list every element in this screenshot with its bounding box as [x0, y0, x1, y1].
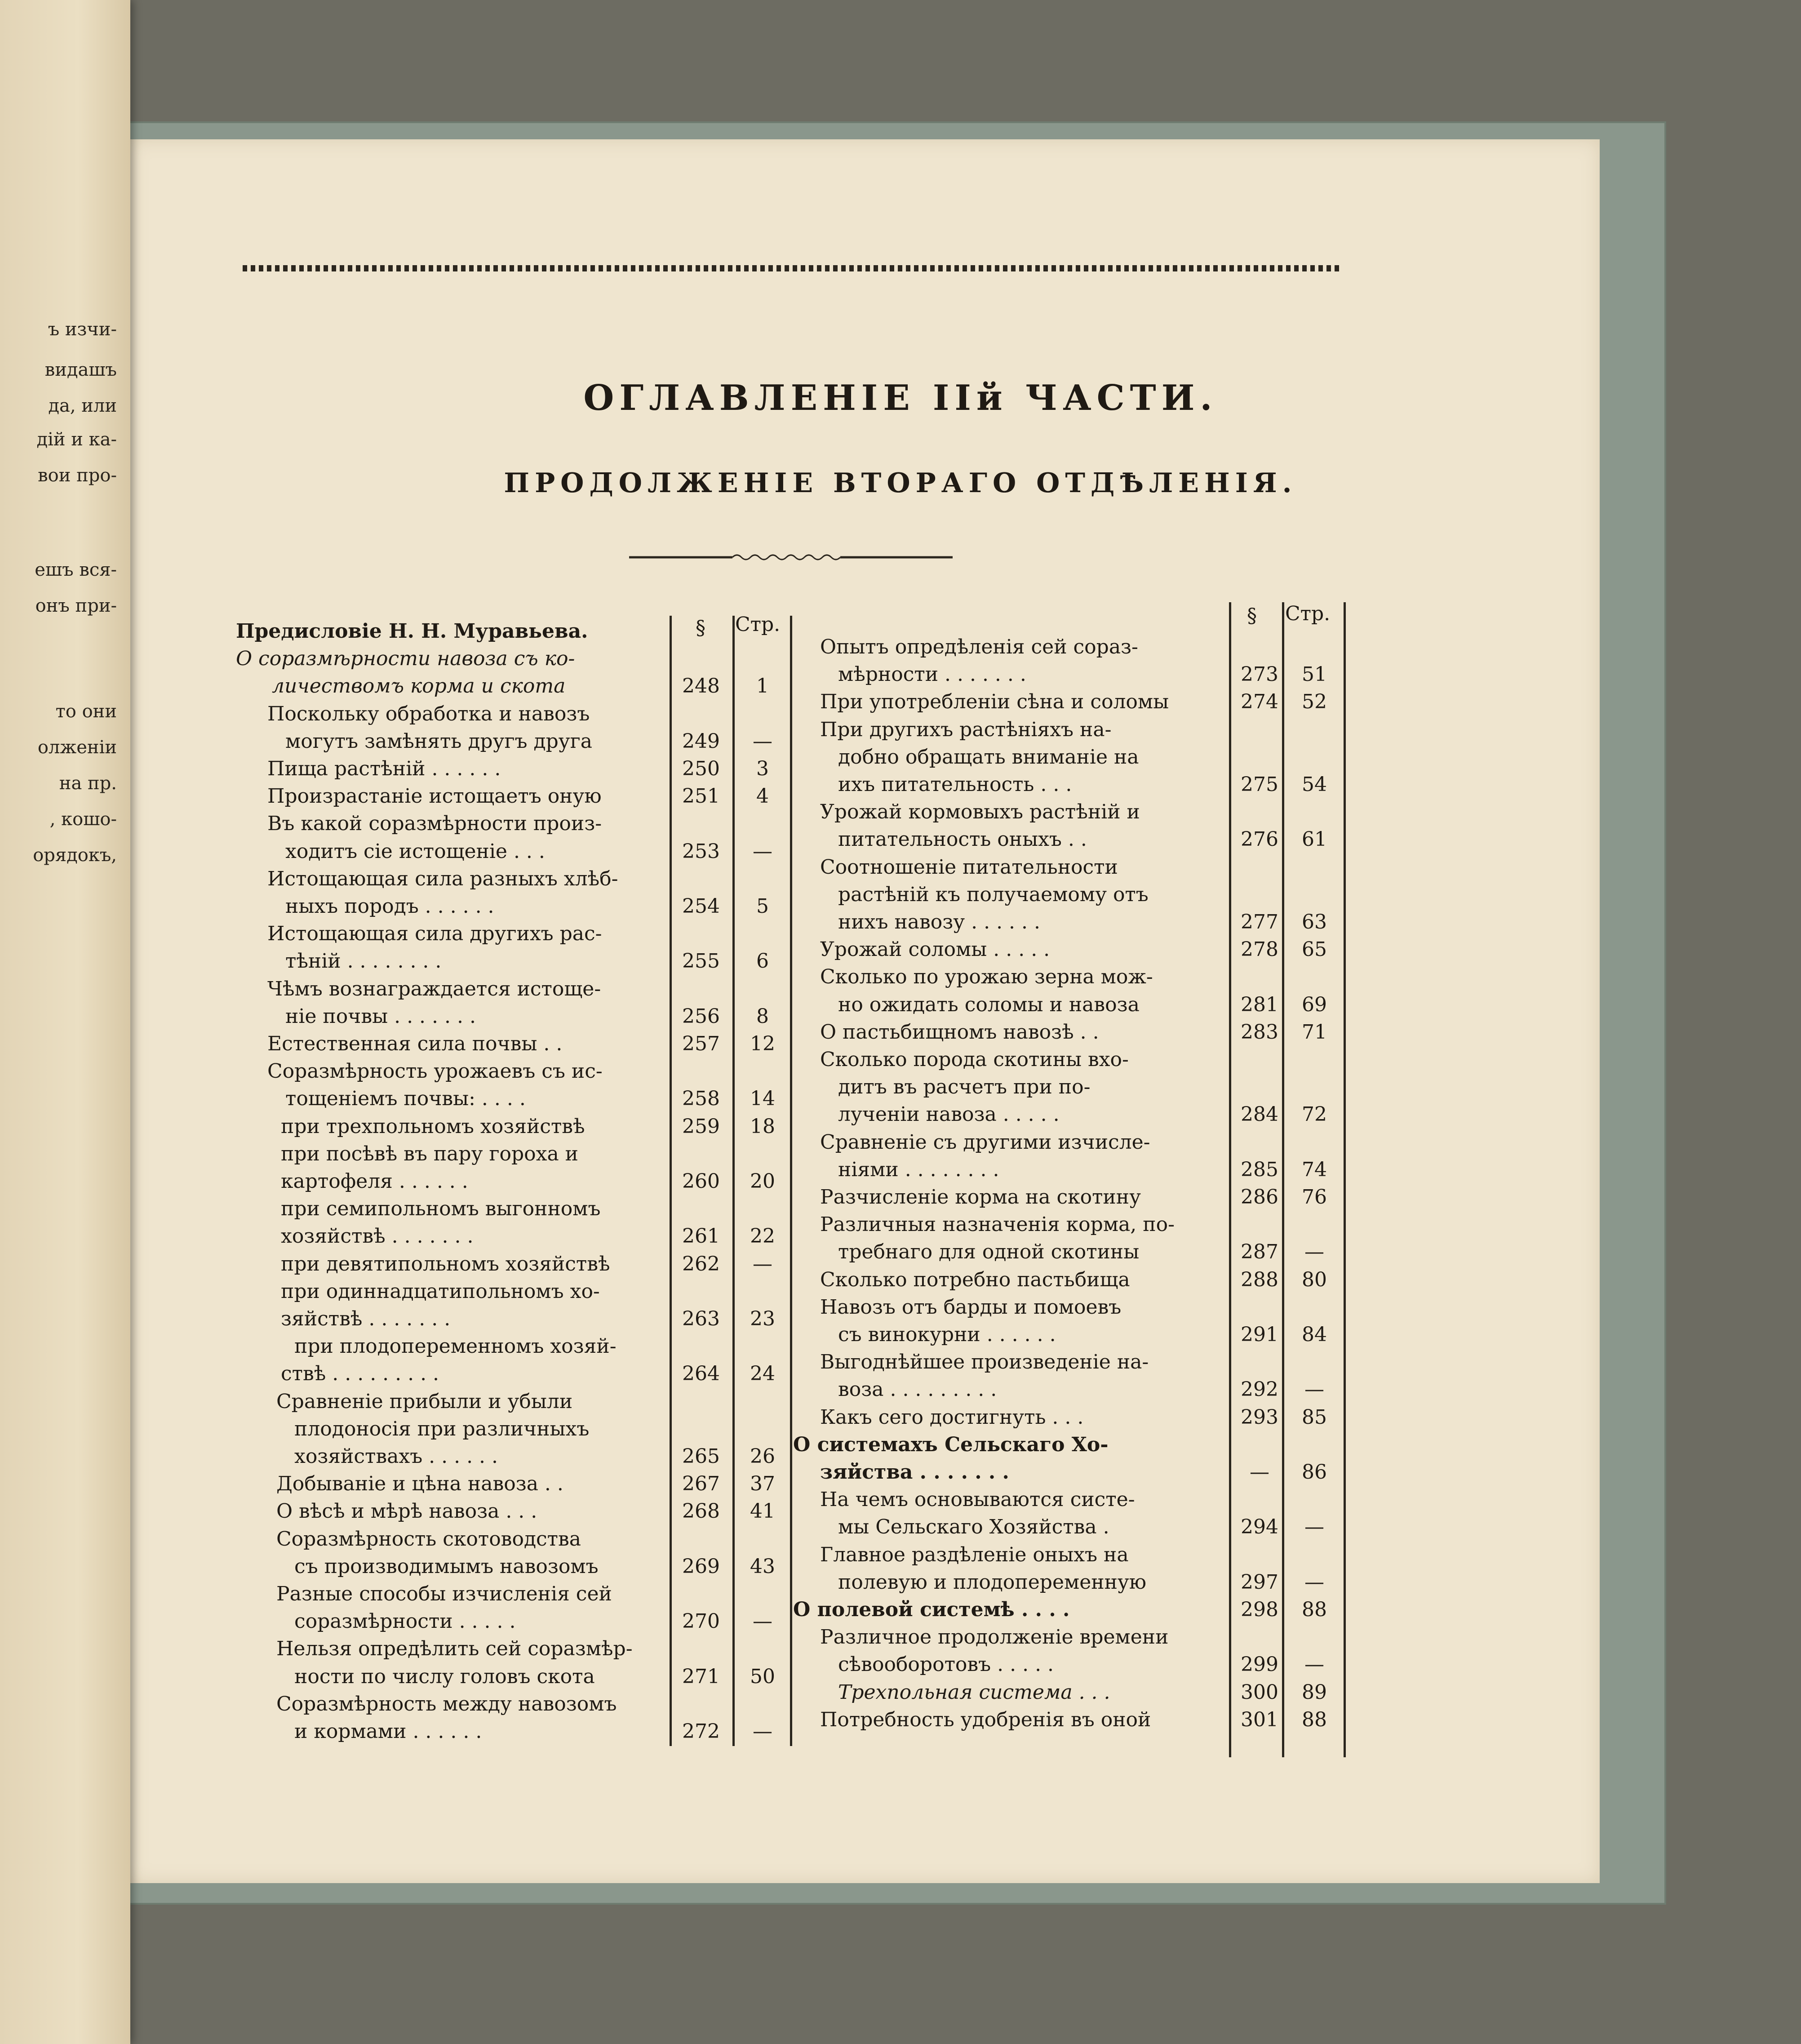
toc-entry-text: Естественная сила почвы . .: [267, 1032, 563, 1055]
toc-entry-text: требнаго для одной скотины: [838, 1240, 1140, 1264]
page-title: ОГЛАВЛЕНІЕ IIй ЧАСТИ.: [583, 378, 1218, 418]
toc-section-number: 297: [1241, 1570, 1278, 1594]
toc-page-number: 12: [750, 1032, 775, 1055]
toc-section-number: 256: [682, 1004, 720, 1028]
toc-entry-text: полевую и плодопеременную: [838, 1570, 1147, 1594]
left-page-line: ешъ вся-: [35, 560, 117, 580]
toc-page-number: —: [753, 1252, 772, 1275]
toc-page-number: —: [1304, 1378, 1324, 1401]
toc-section-number: 255: [682, 950, 720, 973]
toc-page-number: 14: [750, 1087, 775, 1111]
toc-page-number: 24: [750, 1362, 775, 1386]
toc-section-number: 278: [1241, 938, 1278, 961]
toc-section-number: 250: [682, 757, 720, 780]
toc-section-number: 298: [1241, 1598, 1278, 1621]
toc-entry-text: но ожидать соломы и навоза: [838, 993, 1140, 1016]
right-sect-header: §: [1247, 604, 1257, 627]
toc-entry-text: Соразмѣрность между навозомъ: [276, 1692, 617, 1715]
toc-page-number: 89: [1302, 1680, 1327, 1704]
toc-section-number: 294: [1241, 1515, 1278, 1539]
toc-entry-text: ности по числу головъ скота: [294, 1665, 595, 1688]
toc-page-number: 8: [756, 1004, 769, 1028]
toc-entry-text: ихъ питательность . . .: [838, 773, 1072, 796]
left-page-line: ъ изчи-: [48, 319, 117, 340]
toc-page-number: 54: [1302, 773, 1327, 796]
toc-section-number: 293: [1241, 1405, 1278, 1429]
toc-page-number: —: [753, 840, 772, 863]
toc-entry-text: Истощающая сила разныхъ хлѣб-: [267, 867, 618, 890]
toc-entry-text: тощеніемъ почвы: . . . .: [285, 1087, 526, 1111]
toc-entry-text: Соразмѣрность урожаевъ съ ис-: [267, 1060, 603, 1083]
toc-entry-text: Различныя назначенія корма, по-: [820, 1213, 1175, 1236]
toc-entry-text: при девятипольномъ хозяйствѣ: [281, 1252, 610, 1275]
toc-section-number: 276: [1241, 828, 1278, 851]
toc-page-number: 1: [756, 675, 769, 698]
toc-page-number: 43: [750, 1555, 775, 1578]
toc-entry-text: О системахъ Сельскаго Хо-: [793, 1433, 1109, 1456]
toc-page-number: 69: [1302, 993, 1327, 1016]
toc-page-number: —: [1304, 1515, 1324, 1539]
toc-entry-text: При употребленіи сѣна и соломы: [820, 690, 1169, 714]
toc-entry-text: дитъ въ расчетъ при по-: [838, 1075, 1091, 1099]
toc-section-number: —: [1250, 1461, 1269, 1484]
toc-entry-text: О вѣсѣ и мѣрѣ навоза . . .: [276, 1500, 537, 1523]
toc-entry-text: Сколько порода скотины вхо-: [820, 1048, 1129, 1071]
toc-section-number: 270: [682, 1610, 720, 1633]
toc-entry-text: О пастьбищномъ навозѣ . .: [820, 1020, 1099, 1044]
left-page-line: то они: [55, 701, 117, 722]
toc-entry-text: при семипольномъ выгонномъ: [281, 1197, 601, 1221]
left-page-line: орядокъ,: [33, 845, 117, 866]
toc-entry-text: ніями . . . . . . . .: [838, 1158, 999, 1181]
toc-page-number: —: [753, 729, 772, 753]
toc-section-number: 284: [1241, 1103, 1278, 1126]
toc-entry-text: добно обращать вниманіе на: [838, 745, 1139, 769]
toc-entry-text: Навозъ отъ барды и помоевъ: [820, 1295, 1122, 1319]
right-rule-3: [1344, 602, 1346, 1757]
top-ornamental-rule: [243, 265, 1339, 271]
toc-entry-text: лученіи навоза . . . . .: [838, 1103, 1060, 1126]
toc-section-number: 286: [1241, 1186, 1278, 1209]
toc-entry-text: мѣрности . . . . . . .: [838, 663, 1026, 686]
toc-entry-text: ствѣ . . . . . . . . .: [281, 1362, 439, 1386]
toc-entry-text: Нельзя опредѣлить сей соразмѣр-: [276, 1637, 633, 1661]
toc-entry-text: Поскольку обработка и навозъ: [267, 702, 590, 725]
toc-entry-text: Предисловіе Н. Н. Муравьева.: [236, 620, 588, 643]
toc-page-number: 37: [750, 1472, 775, 1496]
toc-entry-text: зяйствѣ . . . . . . .: [281, 1307, 451, 1330]
toc-section-number: 299: [1241, 1653, 1278, 1676]
toc-entry-text: Разчисленіе корма на скотину: [820, 1186, 1141, 1209]
left-page-line: олженіи: [37, 737, 117, 758]
toc-entry-text: личествомъ корма и скота: [272, 675, 566, 698]
toc-section-number: 273: [1241, 663, 1278, 686]
toc-entry-text: при посѣвѣ въ пару гороха и: [281, 1142, 578, 1165]
toc-entry-text: ніе почвы . . . . . . .: [285, 1004, 476, 1028]
toc-section-number: 253: [682, 840, 720, 863]
toc-section-number: 248: [682, 675, 720, 698]
toc-page-number: 85: [1302, 1405, 1327, 1429]
toc-page-number: 6: [756, 950, 769, 973]
toc-page-number: 52: [1302, 690, 1327, 714]
toc-section-number: 262: [682, 1252, 720, 1275]
toc-page-number: 76: [1302, 1186, 1327, 1209]
toc-entry-text: сѣвооборотовъ . . . . .: [838, 1653, 1054, 1676]
toc-entry-text: Произрастаніе истощаетъ оную: [267, 785, 602, 808]
toc-page-number: —: [753, 1610, 772, 1633]
toc-page-number: 72: [1302, 1103, 1327, 1126]
toc-page-number: 51: [1302, 663, 1327, 686]
toc-entry-text: Добываніе и цѣна навоза . .: [276, 1472, 563, 1496]
toc-section-number: 260: [682, 1170, 720, 1193]
toc-page-number: 63: [1302, 911, 1327, 933]
toc-entry-text: Опытъ опредѣленія сей сораз-: [820, 635, 1138, 658]
toc-entry-text: Различное продолженіе времени: [820, 1626, 1169, 1649]
toc-entry-text: при одиннадцатипольномъ хо-: [281, 1280, 600, 1303]
toc-entry-text: Сколько потребно пастьбища: [820, 1268, 1130, 1291]
toc-entry-text: На чемъ основываются систе-: [820, 1488, 1135, 1511]
toc-entry-text: Потребность удобренія въ оной: [820, 1708, 1151, 1731]
toc-entry-text: могутъ замѣнять другъ друга: [285, 729, 592, 753]
toc-entry-text: зяйства . . . . . . .: [820, 1461, 1009, 1484]
toc-entry-text: ходитъ сіе истощеніе . . .: [285, 840, 545, 863]
toc-section-number: 258: [682, 1087, 720, 1111]
toc-page-number: 65: [1302, 938, 1327, 961]
toc-page-number: 3: [756, 757, 769, 780]
left-page-line: , кошо-: [49, 809, 117, 830]
toc-entry-text: съ производимымъ навозомъ: [294, 1555, 599, 1578]
toc-section-number: 291: [1241, 1323, 1278, 1346]
toc-page-number: 20: [750, 1170, 775, 1193]
toc-entry-text: О соразмѣрности навоза съ ко-: [236, 647, 575, 671]
toc-section-number: 300: [1241, 1680, 1278, 1704]
toc-entry-text: тѣній . . . . . . . .: [285, 950, 442, 973]
toc-page-number: 74: [1302, 1158, 1327, 1181]
toc-section-number: 281: [1241, 993, 1278, 1016]
toc-section-number: 274: [1241, 690, 1278, 714]
toc-page-number: 80: [1302, 1268, 1327, 1291]
toc-section-number: 257: [682, 1032, 720, 1055]
left-page-header: Стр.: [735, 613, 781, 636]
toc-section-number: 292: [1241, 1378, 1278, 1401]
toc-entry-text: При другихъ растѣніяхъ на-: [820, 718, 1112, 741]
toc-entry-text: соразмѣрности . . . . .: [294, 1610, 516, 1633]
toc-page-number: 41: [750, 1500, 775, 1523]
toc-page-number: 18: [750, 1115, 775, 1138]
toc-section-number: 301: [1241, 1708, 1278, 1731]
toc-entry-text: нихъ навозу . . . . . .: [838, 911, 1040, 933]
toc-entry-text: хозяйствѣ . . . . . . .: [281, 1225, 474, 1248]
toc-page-number: 88: [1302, 1708, 1327, 1731]
toc-entry-text: при плодопеременномъ хозяй-: [294, 1335, 617, 1358]
toc-section-number: 261: [682, 1225, 720, 1248]
toc-page-number: 84: [1302, 1323, 1327, 1346]
toc-page-number: 86: [1302, 1461, 1327, 1484]
toc-page-number: 71: [1302, 1020, 1327, 1044]
left-page-line: видашъ: [44, 360, 117, 380]
toc-entry-text: воза . . . . . . . . .: [838, 1378, 997, 1401]
toc-entry-text: Урожай соломы . . . . .: [820, 938, 1050, 961]
toc-section-number: 275: [1241, 773, 1278, 796]
toc-page-number: 26: [750, 1445, 775, 1468]
toc-section-number: 285: [1241, 1158, 1278, 1181]
toc-entry-text: хозяйствахъ . . . . . .: [294, 1445, 498, 1468]
toc-entry-text: питательность оныхъ . .: [838, 828, 1087, 851]
left-page-line: вои про-: [38, 465, 117, 486]
toc-entry-text: картофеля . . . . . .: [281, 1170, 468, 1193]
toc-section-number: 265: [682, 1445, 720, 1468]
left-page-line: на пр.: [59, 773, 117, 794]
toc-page-number: 23: [750, 1307, 775, 1330]
toc-entry-text: растѣній къ получаемому отъ: [838, 883, 1149, 906]
toc-section-number: 287: [1241, 1240, 1278, 1264]
toc-entry-text: и кормами . . . . . .: [294, 1720, 482, 1743]
toc-entry-text: Сколько по урожаю зерна мож-: [820, 965, 1153, 989]
toc-entry-text: ныхъ породъ . . . . . .: [285, 895, 494, 918]
toc-entry-text: Чѣмъ вознаграждается истоще-: [267, 977, 601, 1000]
toc-page-number: —: [1304, 1240, 1324, 1264]
toc-section-number: 254: [682, 895, 720, 918]
ornament-divider: [629, 552, 953, 563]
left-sect-header: §: [696, 617, 705, 640]
toc-page-number: —: [1304, 1653, 1324, 1676]
toc-entry-text: Сравненіе прибыли и убыли: [276, 1390, 573, 1413]
toc-page-number: 88: [1302, 1598, 1327, 1621]
toc-entry-text: Соотношеніе питательности: [820, 855, 1118, 879]
toc-entry-text: Трехпольная система . . .: [838, 1680, 1110, 1704]
toc-section-number: 267: [682, 1472, 720, 1496]
toc-section-number: 259: [682, 1115, 720, 1138]
toc-page-number: 61: [1302, 828, 1327, 851]
left-page-line: дій и ка-: [36, 429, 117, 450]
toc-section-number: 288: [1241, 1268, 1278, 1291]
toc-entry-text: Главное раздѣленіе оныхъ на: [820, 1543, 1129, 1566]
toc-entry-text: Разные способы изчисленія сей: [276, 1582, 612, 1605]
toc-entry-text: Урожай кормовыхъ растѣній и: [820, 800, 1140, 824]
toc-section-number: 251: [682, 785, 720, 808]
toc-entry-text: Истощающая сила другихъ рас-: [267, 922, 602, 946]
toc-entry-text: Сравненіе съ другими изчисле-: [820, 1130, 1150, 1154]
toc-section-number: 249: [682, 729, 720, 753]
toc-page-number: 50: [750, 1665, 775, 1688]
toc-section-number: 269: [682, 1555, 720, 1578]
toc-entry-text: при трехпольномъ хозяйствѣ: [281, 1115, 585, 1138]
toc-entry-text: Соразмѣрность скотоводства: [276, 1527, 581, 1551]
toc-page-number: 5: [756, 895, 769, 918]
toc-section-number: 264: [682, 1362, 720, 1386]
toc-page-number: 4: [756, 785, 769, 808]
toc-page-number: —: [1304, 1570, 1324, 1594]
toc-section-number: 277: [1241, 911, 1278, 933]
toc-entry-text: О полевой системѣ . . . .: [793, 1598, 1070, 1621]
toc-entry-text: съ винокурни . . . . . .: [838, 1323, 1056, 1346]
toc-section-number: 272: [682, 1720, 720, 1743]
toc-section-number: 283: [1241, 1020, 1278, 1044]
toc-entry-text: Выгоднѣйшее произведеніе на-: [820, 1351, 1149, 1374]
page-subtitle: ПРОДОЛЖЕНІЕ ВТОРАГО ОТДѢЛЕНІЯ.: [504, 467, 1297, 499]
toc-page-number: —: [753, 1720, 772, 1743]
toc-entry-text: Какъ сего достигнуть . . .: [820, 1405, 1084, 1429]
toc-section-number: 271: [682, 1665, 720, 1688]
right-page-header: Стр.: [1285, 602, 1331, 625]
toc-entry-text: Въ какой соразмѣрности произ-: [267, 812, 602, 835]
toc-section-number: 263: [682, 1307, 720, 1330]
toc-section-number: 268: [682, 1500, 720, 1523]
toc-page-number: 22: [750, 1225, 775, 1248]
toc-entry-text: мы Сельскаго Хозяйства .: [838, 1515, 1109, 1539]
left-page-line: да, или: [48, 395, 117, 416]
toc-entry-text: плодоносія при различныхъ: [294, 1417, 590, 1440]
left-page: [0, 0, 130, 2044]
left-page-line: онъ при-: [35, 595, 117, 616]
toc-entry-text: Пища растѣній . . . . . .: [267, 757, 501, 780]
